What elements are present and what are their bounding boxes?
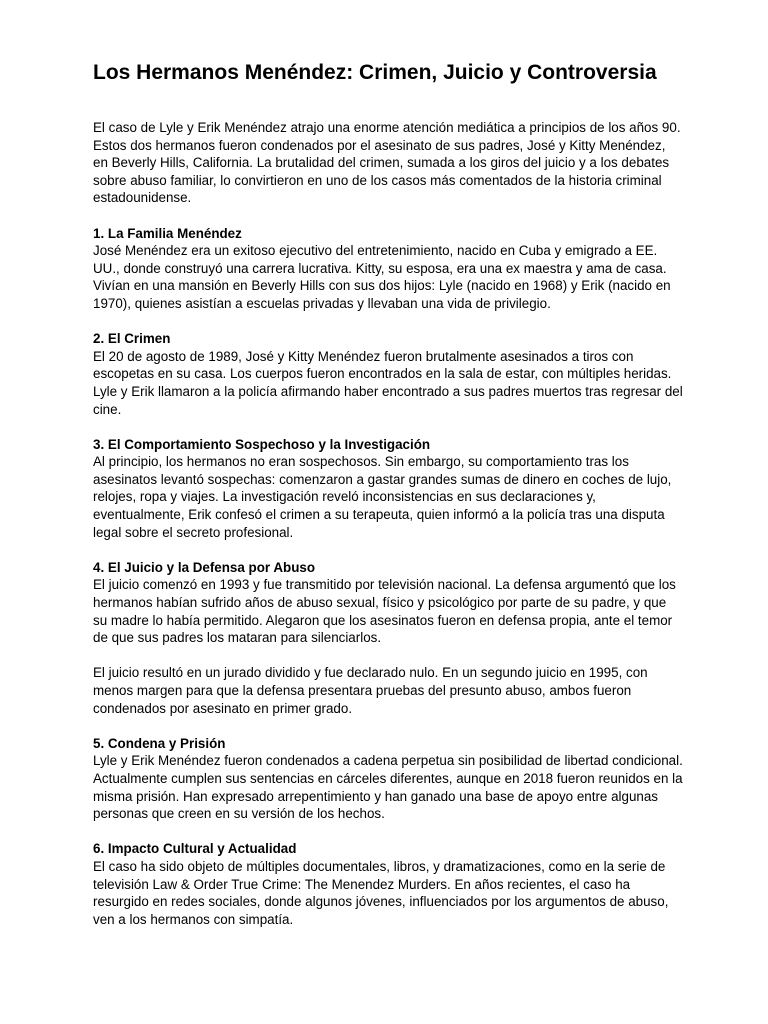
section-4	[93, 559, 683, 717]
section-heading: 1. La Familia Menéndez	[93, 225, 242, 241]
section-2	[93, 330, 683, 418]
document-title: Los Hermanos Menéndez: Crimen, Juicio y Controversia	[93, 61, 657, 84]
section-6	[93, 840, 683, 928]
section-paragraph: José Menéndez era un exitoso ejecutivo del entretenimiento, nacido en Cuba y emigrado a EE. UU., donde construyó una carrera lucrativa. Kitty, su esposa, era una ex maestra y ama de casa. Vivían en una mansión en Beverly Hills con sus dos hijos: Lyle (nacido en 1968) y Erik (nacido en 1970), quienes asistían a escuelas privadas y llevaban una vida de privilegio.	[93, 243, 671, 311]
section-5	[93, 735, 683, 823]
section-paragraph: El juicio resultó en un jurado dividido y fue declarado nulo. En un segundo juicio en 1995, con menos margen para que la defensa presentara pruebas del presunto abuso, ambos fueron condenados por asesinato en primer grado.	[93, 665, 648, 716]
section-1	[93, 225, 683, 313]
section-3	[93, 436, 683, 542]
section-heading: 2. El Crimen	[93, 331, 171, 347]
section-paragraph: El caso ha sido objeto de múltiples documentales, libros, y dramatizaciones, como en la serie de televisión Law & Order True Crime: The Menendez Murders. En años recientes, el caso ha resurgido en redes sociales, donde algunos jóvenes, influenciados por los argumentos de abuso, ven a los hermanos con simpatía.	[93, 858, 669, 927]
section-paragraph: El juicio comenzó en 1993 y fue transmitido por televisión nacional. La defensa argumentó que los hermanos habían sufrido años de abuso sexual, físico y psicológico por parte de su padre, y que su madre lo había permitido. Alegaron que los asesinatos fueron en defensa propia, ante el temor de que sus padres los mataran para silenciarlos.	[93, 577, 676, 646]
section-paragraph: Lyle y Erik Menéndez fueron condenados a cadena perpetua sin posibilidad de libertad condicional. Actualmente cumplen sus sentencias en cárceles diferentes, aunque en 2018 fueron reunidos en la misma prisión. Han expresado arrepentimiento y han ganado una base de apoyo entre algunas personas que creen en su versión de los hechos.	[93, 753, 683, 822]
section-heading: 3. El Comportamiento Sospechoso y la Investigación	[93, 436, 431, 452]
section-paragraph: El 20 de agosto de 1989, José y Kitty Menéndez fueron brutalmente asesinados a tiros con escopetas en su casa. Los cuerpos fueron encontrados en la sala de estar, con múltiples heridas. Lyle y Erik llamaron a la policía afirmando haber encontrado a sus padres muertos tras regresar del cine.	[93, 348, 683, 417]
section-heading: 4. El Juicio y la Defensa por Abuso	[93, 559, 315, 575]
section-heading: 5. Condena y Prisión	[93, 735, 226, 751]
section-heading: 6. Impacto Cultural y Actualidad	[93, 841, 297, 857]
section-paragraph: Al principio, los hermanos no eran sospechosos. Sin embargo, su comportamiento tras los asesinatos levantó sospechas: comenzaron a gastar grandes sumas de dinero en coches de lujo, relojes, ropa y viajes. La investigación reveló inconsistencias en sus declaraciones y, eventualmente, Erik confesó el crimen a su terapeuta, quien informó a la policía tras una disputa legal sobre el secreto profesional.	[93, 454, 672, 540]
document-page	[93, 58, 683, 946]
intro-paragraph: El caso de Lyle y Erik Menéndez atrajo una enorme atención mediática a principios de los años 90. Estos dos hermanos fueron condenados por el asesinato de sus padres, José y Kitty Menéndez, en Beverly Hills, California. La brutalidad del crimen, sumada a los giros del juicio y a los debates sobre abuso familiar, lo convirtieron en uno de los casos más comentados de la historia criminal estadounidense.	[93, 120, 681, 206]
